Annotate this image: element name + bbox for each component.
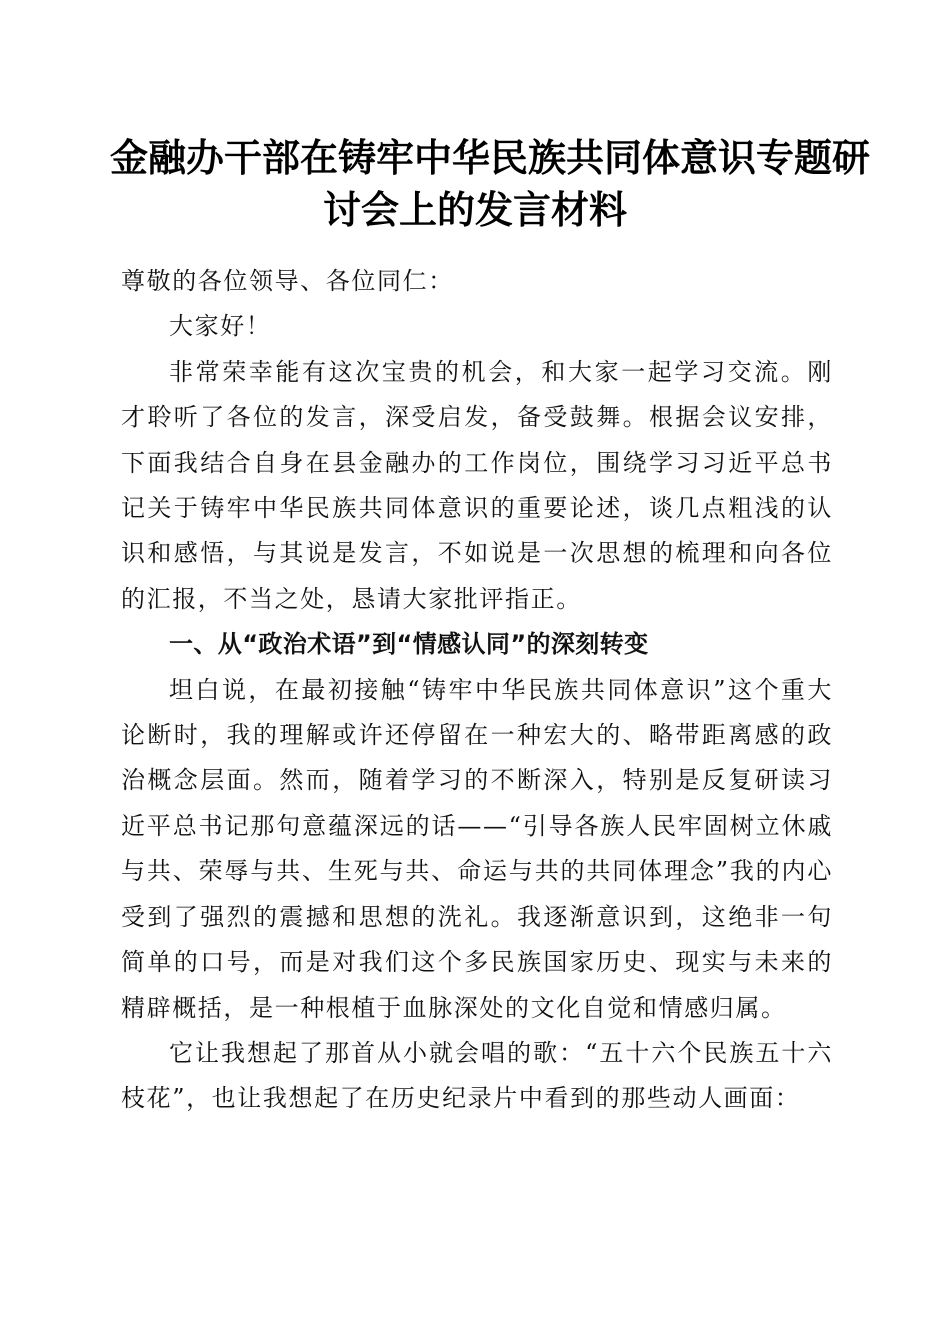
title-line-1: 金融办干部在铸牢中华民族共同体意识专题研 bbox=[110, 135, 871, 180]
section-1-heading: 一、从“政治术语”到“情感认同”的深刻转变 bbox=[169, 630, 649, 659]
title-line-2: 讨会上的发言材料 bbox=[322, 187, 627, 232]
salutation: 尊敬的各位领导、各位同仁： bbox=[121, 267, 454, 295]
greeting: 大家好！ bbox=[169, 312, 272, 341]
document-title bbox=[110, 132, 871, 236]
section-1-paragraph-1: 坦白说，在最初接触“铸牢中华民族共同体意识”这个重大论断时，我的理解或许还停留在一种宏大的、略带距离感的政治概念层面。然而，随着学习的不断深入，特别是反复研读习近平总书记那句意蕴深远的话——“引导各族人民牢固树立休戚与共、荣辱与共、生死与共、命运与共的共同体理念”我的内心受到了强烈的震撼和思想的洗礼。我逐渐意识到，这绝非一句简单的口号，而是对我们这个多民族国家历史、现实与未来的精辟概括，是一种根植于血脉深处的文化自觉和情感归属。 bbox=[121, 675, 833, 1022]
document-body bbox=[121, 259, 833, 1122]
section-1-paragraph-2: 它让我想起了那首从小就会唱的歌：“五十六个民族五十六枝花”，也让我想起了在历史纪录片中看到的那些动人画面： bbox=[121, 1038, 833, 1113]
intro-paragraph: 非常荣幸能有这次宝贵的机会，和大家一起学习交流。刚才聆听了各位的发言，深受启发，备受鼓舞。根据会议安排，下面我结合自身在县金融办的工作岗位，围绕学习习近平总书记关于铸牢中华民族共同体意识的重要论述，谈几点粗浅的认识和感悟，与其说是发言，不如说是一次思想的梳理和向各位的汇报，不当之处，恳请大家批评指正。 bbox=[121, 357, 833, 613]
